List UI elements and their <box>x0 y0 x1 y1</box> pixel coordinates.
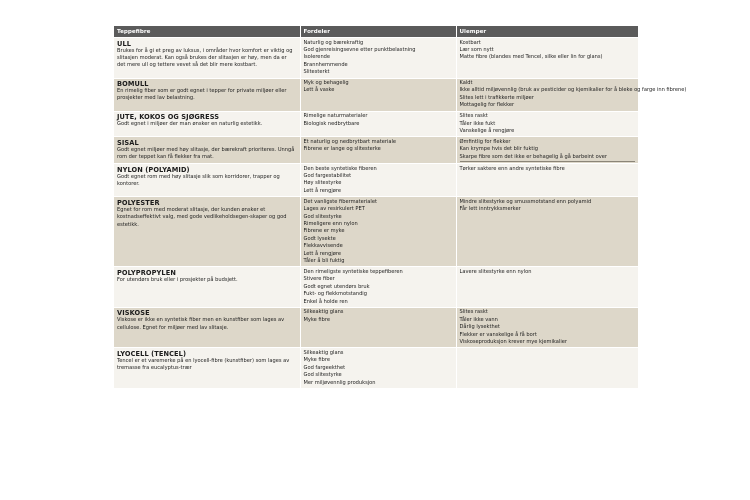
table-row <box>114 348 638 388</box>
pro-item: Naturlig og bærekraftig <box>303 39 364 46</box>
pro-item: Rimelige naturmaterialer <box>303 113 368 120</box>
pro-item: Brannhemmende <box>303 61 348 68</box>
pro-item: Biologisk nedbrytbare <box>303 120 360 127</box>
pro-item: Den rimeligste syntetiske teppefiberen <box>303 268 403 275</box>
table-row <box>114 267 638 308</box>
pro-item: Fibrene er myke <box>303 228 345 235</box>
pro-item: Lages av resirkulert PET <box>303 206 365 213</box>
con-item: Tåler ikke fukt <box>459 120 496 127</box>
con-item: Lær som nytt <box>459 46 494 53</box>
pros-cell <box>300 137 456 164</box>
table-row <box>114 137 638 164</box>
con-item: Ikke alltid miljøvennlig (bruk av pesticider og kjemikalier for å bleke og farge inn fibrene) <box>459 87 687 94</box>
con-item: Mindre slitestyrke og smussmotstand enn polyamid <box>459 198 592 205</box>
table-row <box>114 78 638 111</box>
con-item: Matte fibre (blandes med Tencel, silke eller lin for glans) <box>459 54 603 61</box>
con-item: Flekker er vanskelige å få bort <box>459 331 537 338</box>
pros-cell <box>300 267 456 308</box>
fiber-cell <box>114 111 300 137</box>
fiber-description: Godt egnet rom med høy slitasje slik som korridorer, trapper og kontorer. <box>117 173 280 187</box>
pro-item: Enkel å holde ren <box>303 298 348 305</box>
fiber-description: For utendørs bruk eller i prosjekter på budsjett. <box>117 276 238 283</box>
con-item: Slites raskt <box>459 309 488 316</box>
con-item: Får lett inntrykksmerker <box>459 206 521 213</box>
table-row <box>114 164 638 197</box>
con-item: Lavere slitestyrke enn nylon <box>459 268 532 275</box>
fiber-description: Viskose er ikke en syntetisk fiber men en kunstfiber som lages av cellulose. Egnet for miljøer med lav slitasje. <box>117 317 285 331</box>
pros-cell <box>300 348 456 388</box>
cons-cell <box>456 38 638 79</box>
cons-cell <box>456 348 638 388</box>
pro-item: Myk og behagelig <box>303 80 349 87</box>
pro-item: God slitestyrke <box>303 372 342 379</box>
con-item: Dårlig lysekthet <box>459 324 500 331</box>
pro-item: Godt egnet utendørs bruk <box>303 283 370 290</box>
pro-item: Silkeaktig glans <box>303 349 344 356</box>
table-row <box>114 38 638 79</box>
fiber-name: LYOCELL (TENCEL) <box>117 349 187 358</box>
pro-item: Tåler å bli fuktig <box>303 257 345 264</box>
pros-cell <box>300 197 456 267</box>
fiber-name: BOMULL <box>117 80 149 89</box>
fiber-name: NYLON (POLYAMID) <box>117 165 190 174</box>
pros-cell <box>300 38 456 79</box>
pro-item: Isolerende <box>303 54 331 61</box>
header-cons: Ulemper <box>456 26 638 38</box>
pro-item: God fargestabilitet <box>303 173 352 179</box>
pro-item: Myke fibre <box>303 357 330 364</box>
pro-item: Slitesterkt <box>303 69 330 76</box>
fiber-name: JUTE, KOKOS OG SJØGRESS <box>117 113 220 122</box>
pro-item: Det vanligste fibermaterialet <box>303 198 377 205</box>
pros-cell <box>300 78 456 111</box>
con-item: Kan krympe hvis det blir fuktig <box>459 146 539 153</box>
fiber-description: Godt egnet miljøer med høy slitasje, der bærekraft prioriteres. Unngå rom der teppet kan få flekker fra mat. <box>117 146 295 161</box>
fiber-description: Brukes for å gi et preg av luksus, i områder hvor komfort er viktig og slitasjen moderat. Kan også brukes der slitasjen er høy, men da er det mere ull og tettere vevet så det blir mere kostbart. <box>117 47 293 69</box>
fiber-cell <box>114 307 300 348</box>
header-pros: Fordeler <box>300 26 456 38</box>
fiber-name: SISAL <box>117 138 139 147</box>
pro-item: Silkeaktig glans <box>303 309 344 316</box>
fiber-name: POLYPROPYLEN <box>117 268 176 277</box>
pro-item: Et naturlig og nedbrytbart materiale <box>303 138 397 145</box>
pro-item: Myke fibre <box>303 316 330 323</box>
con-item: Slites raskt <box>459 113 488 120</box>
fiber-comparison-table <box>114 26 687 388</box>
pros-cell <box>300 164 456 197</box>
fiber-name: VISKOSE <box>117 309 150 318</box>
table-row <box>114 197 638 267</box>
header-fiber: Teppefibre <box>114 26 300 38</box>
cons-cell <box>456 78 687 111</box>
con-item: Kostbart <box>459 39 481 46</box>
fiber-description: Godt egnet i miljøer der man ønsker en naturlig estetikk. <box>117 121 263 128</box>
pros-cell <box>300 307 456 348</box>
header-row <box>114 26 638 38</box>
pros-cell <box>300 111 456 137</box>
fiber-cell <box>114 348 300 388</box>
pro-item: Høy slitestyrke <box>303 180 342 187</box>
fiber-cell <box>114 197 300 267</box>
pro-item: Mer miljøvennlig produksjon <box>303 379 376 386</box>
fiber-cell <box>114 38 300 79</box>
fiber-cell <box>114 137 300 164</box>
pro-item: God fargeekthet <box>303 364 346 371</box>
cons-cell <box>456 197 638 267</box>
con-item: Viskoseproduksjon krever mye kjemikalier <box>459 339 567 346</box>
fiber-name: POLYESTER <box>117 198 160 207</box>
con-item: Mottagelig for flekker <box>459 102 515 109</box>
fiber-description: Egnet for rom med moderat slitasje, der kunden ønsker et kostnadseffektivt valg, med gode vedlikeholdsegen-skaper og god estetikk. <box>117 206 287 228</box>
pro-item: Den beste syntetiske fiberen <box>303 165 377 172</box>
pro-item: Lett å vaske <box>303 87 335 94</box>
con-item: Skarpe fibre som det ikke er behagelig å gå barbeint over <box>460 154 635 162</box>
con-item: Slites lett i trafikkerte miljøer <box>459 94 534 101</box>
fiber-cell <box>114 164 300 197</box>
pro-item: God gjenreisingsevne etter punktbelastning <box>303 46 416 53</box>
cons-cell <box>456 307 638 348</box>
cons-cell <box>456 111 638 137</box>
pro-item: Fukt- og flekkmotstandig <box>303 291 367 298</box>
cons-cell <box>456 137 638 164</box>
pro-item: Fibrene er lange og slitesterke <box>303 146 381 153</box>
table-row <box>114 307 638 348</box>
table-header <box>114 26 638 38</box>
con-item: Tørker saktere enn andre syntetiske fibre <box>459 165 565 172</box>
fiber-description: En rimelig fiber som er godt egnet i tepper for private miljøer eller prosjekter med lav belastning. <box>117 88 287 102</box>
con-item: Ømfintlig for flekker <box>459 138 511 145</box>
fiber-cell <box>114 267 300 308</box>
pro-item: Lett å rengjøre <box>303 187 341 194</box>
con-item: Vanskelige å rengjøre <box>459 127 515 134</box>
cons-cell <box>456 164 638 197</box>
con-item: Tåler ikke vann <box>459 316 498 323</box>
pro-item: Godt lysekte <box>303 235 336 242</box>
pro-item: Flekkavvisende <box>303 243 343 250</box>
table-body <box>114 38 687 388</box>
table-row <box>114 111 638 137</box>
pro-item: God slitestyrke <box>303 213 342 220</box>
pro-item: Lett å rengjøre <box>303 250 341 257</box>
con-item: Kaldt <box>459 80 473 87</box>
fiber-name: ULL <box>117 39 132 48</box>
pro-item: Rimeligere enn nylon <box>303 220 358 227</box>
cons-cell <box>456 267 638 308</box>
pro-item: Stivere fiber <box>303 276 335 283</box>
fiber-cell <box>114 78 300 111</box>
fiber-description: Tencel er et varemerke på en lyocell-fibre (kunstfiber) som lages av tremasse fra eucalyptus-trær <box>117 357 290 372</box>
